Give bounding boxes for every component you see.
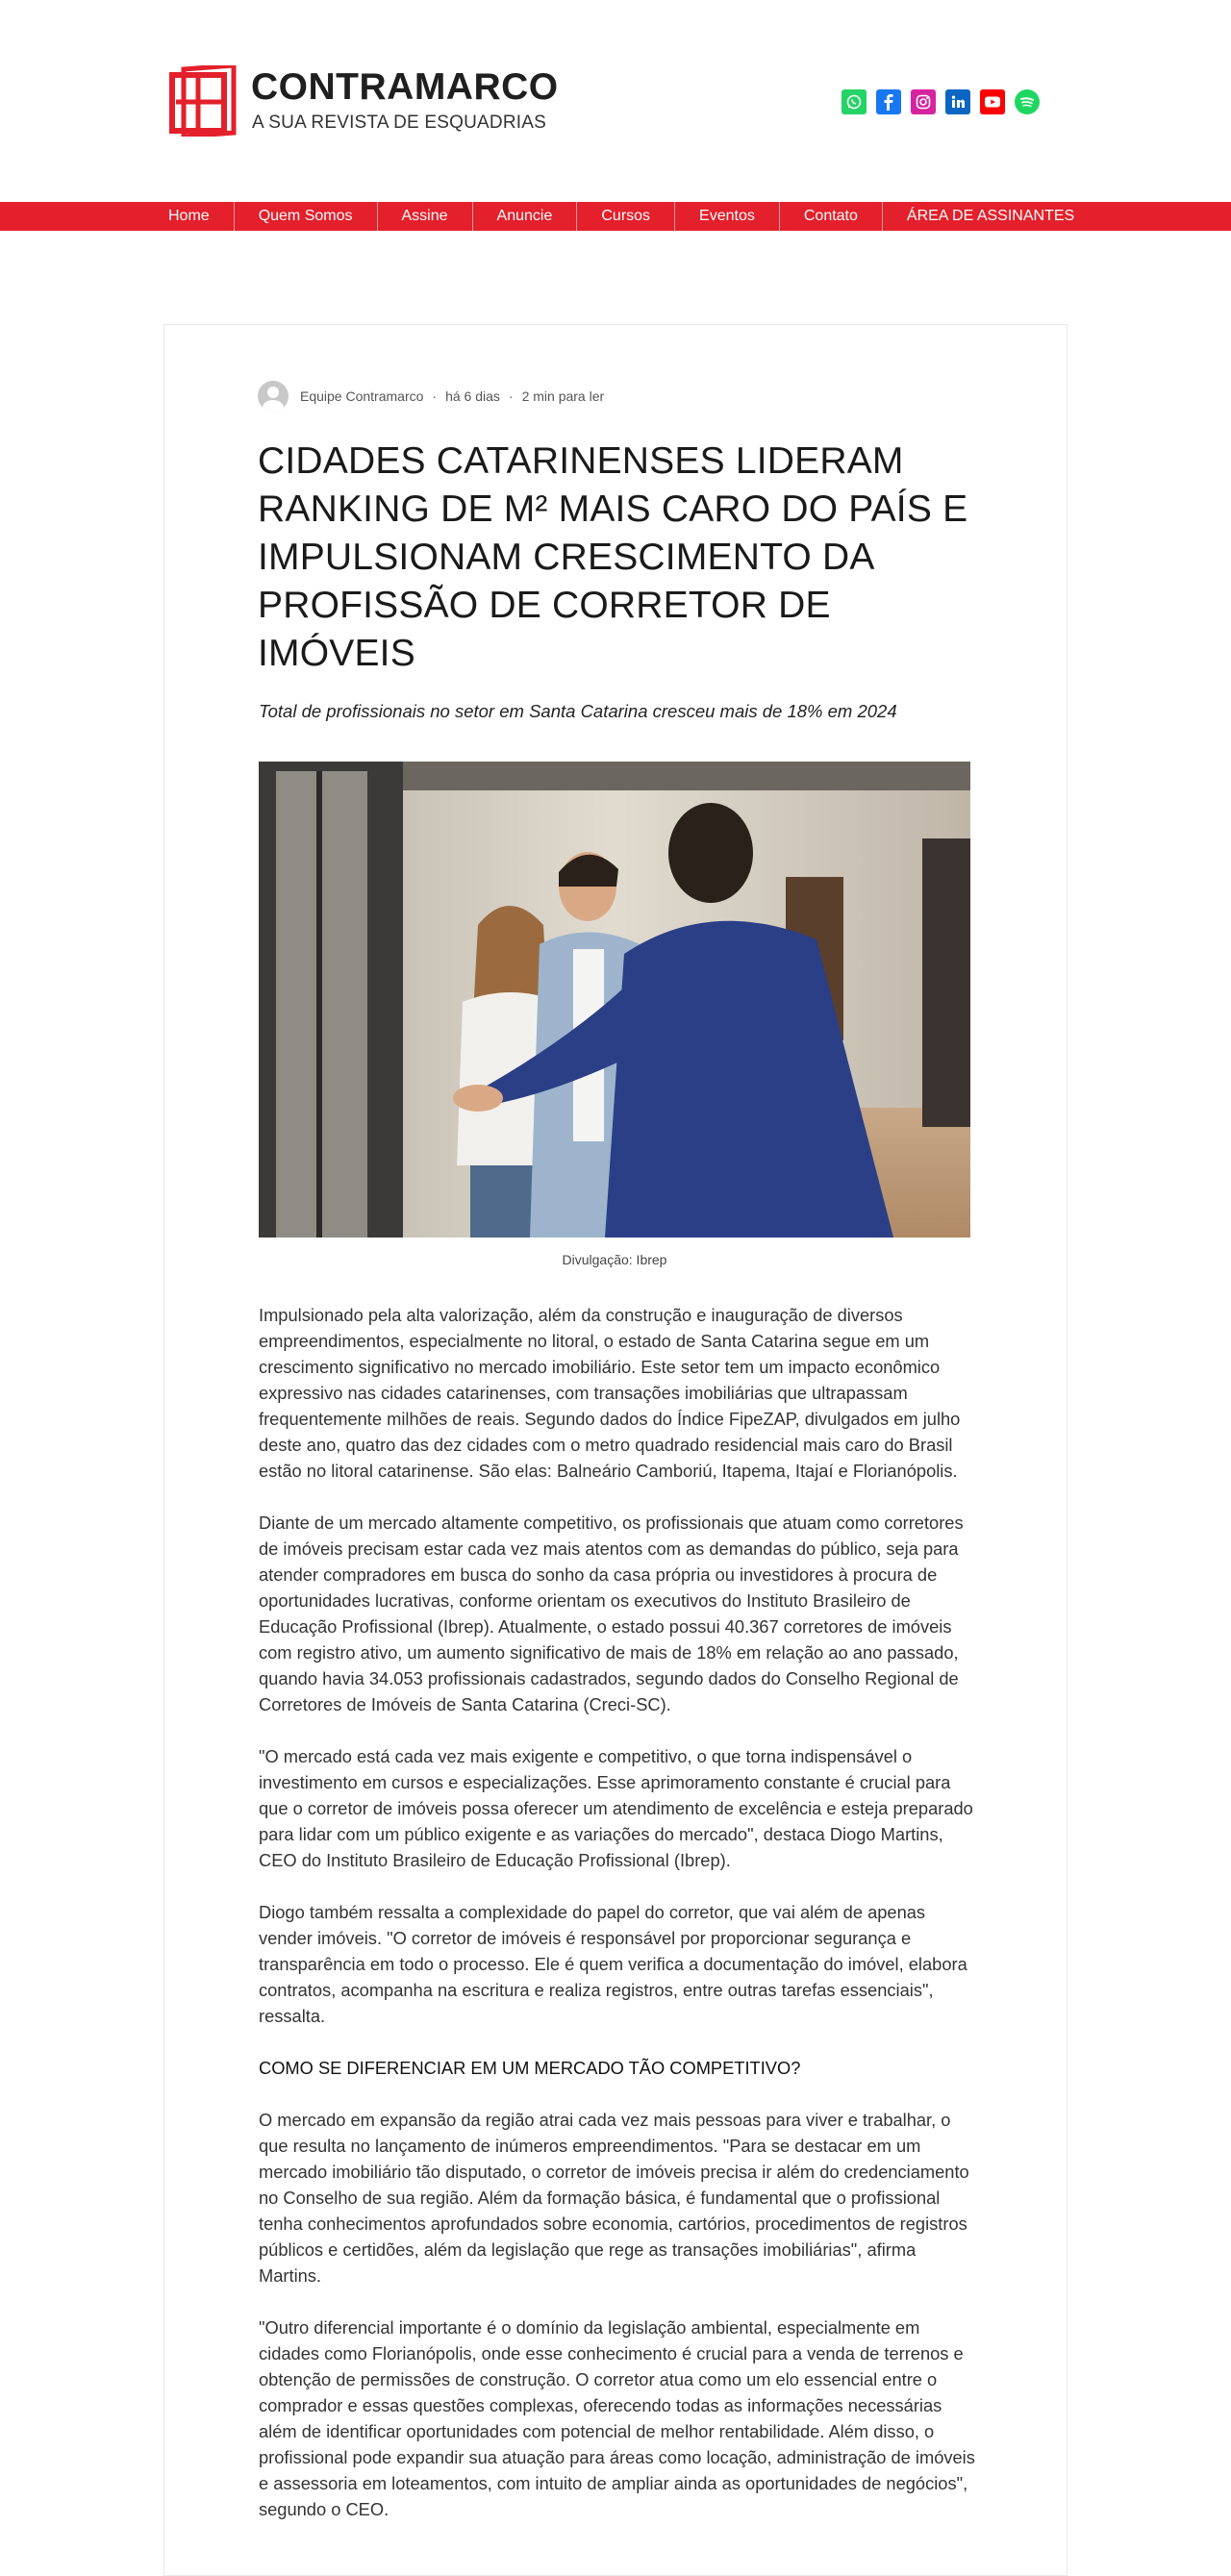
article-title: CIDADES CATARINENSES LIDERAM RANKING DE M² MAIS CARO DO PAÍS E IMPULSIONAM CRESCIMENTO DA PROFISSÃO DE CORRETOR DE IMÓVEIS	[258, 440, 968, 674]
nav-item-cursos[interactable]: Cursos	[577, 202, 675, 231]
article-paragraph: Impulsionado pela alta valorização, além da construção e inauguração de diversos empreendimentos, especialmente no litoral, o estado de Santa Catarina segue em um crescimento significativo no mercado imobiliário. Este setor tem um impacto econômico expressivo nas cidades catarinenses, com transações imobiliárias que ultrapassam frequentemente milhões de reais. Segundo dados do Índice FipeZAP, divulgados em julho deste ano, quatro das dez cidades com o metro quadrado residencial mais caro do Brasil estão no litoral catarinense. São elas: Balneário Camboriú, Itapema, Itajaí e Florianópolis.	[259, 1305, 961, 1481]
nav-item-eventos[interactable]: Eventos	[675, 202, 780, 231]
instagram-icon[interactable]	[911, 89, 936, 114]
social-links	[842, 89, 1040, 114]
read-time: 2 min para ler	[521, 388, 605, 404]
article-paragraph: Diante de um mercado altamente competitivo, os profissionais que atuam como corretores de imóveis precisam estar cada vez mais atentos com as demandas do público, seja para atender compradores em busca do sonho da casa própria ou investidores à procura de oportunidades lucrativas, conforme orientam os executivos do Instituto Brasileiro de Educação Profissional (Ibrep). Atualmente, o estado possui 40.367 corretores de imóveis com registro ativo, um aumento significativo de mais de 18% em relação ao ano passado, quando havia 34.053 profissionais cadastrados, segundo dados do Conselho Regional de Corretores de Imóveis de Santa Catarina (Creci-SC).	[259, 1513, 964, 1714]
nav-item-contato[interactable]: Contato	[780, 202, 883, 231]
brand-name: CONTRAMARCO	[251, 66, 559, 108]
meta-separator: ·	[508, 388, 514, 404]
site-header	[0, 0, 1231, 202]
article-image[interactable]	[259, 762, 970, 1238]
image-caption: Divulgação: Ibrep	[562, 1252, 667, 1267]
site-logo[interactable]	[168, 65, 559, 138]
main-nav	[0, 202, 1231, 231]
article-body	[259, 1302, 975, 2548]
article-paragraph: Diogo também ressalta a complexidade do papel do corretor, que vai além de apenas vender imóveis. "O corretor de imóveis é responsável por proporcionar segurança e transparência em todo o processo. Ele é quem verifica a documentação do imóvel, elabora contratos, acompanha na escritura e realiza registros, entre outras tarefas essenciais", ressalta.	[259, 1902, 967, 2026]
youtube-icon[interactable]	[980, 89, 1005, 114]
article-meta	[258, 381, 604, 412]
article-photo-illustration	[259, 762, 970, 1238]
article-paragraph: "O mercado está cada vez mais exigente e competitivo, o que torna indispensável o investimento em cursos e especializações. Esse aprimoramento constante é crucial para que o corretor de imóveis possa oferecer um atendimento de excelência e esteja preparado para lidar com um público exigente e as variações do mercado", destaca Diogo Martins, CEO do Instituto Brasileiro de Educação Profissional (Ibrep).	[259, 1746, 973, 1870]
article-paragraph: "Outro diferencial importante é o domínio da legislação ambiental, especialmente em cidades como Florianópolis, onde esse conhecimento é crucial para a venda de terrenos e obtenção de permissões de construção. O corretor atua como um elo essencial entre o comprador e essas questões complexas, oferecendo todas as informações necessárias além de identificar oportunidades com potencial de melhor rentabilidade. Além disso, o profissional pode expandir sua atuação para áreas como locação, administração de imóveis e assessoria em loteamentos, com intuito de ampliar ainda as oportunidades de negócios", segundo o CEO.	[259, 2317, 975, 2519]
linkedin-icon[interactable]	[945, 89, 970, 114]
brand-tagline: A SUA REVISTA DE ESQUADRIAS	[252, 113, 546, 133]
nav-item-quem-somos[interactable]: Quem Somos	[235, 202, 378, 231]
avatar[interactable]	[258, 381, 289, 412]
whatsapp-icon[interactable]	[842, 89, 867, 114]
nav-item-home[interactable]: Home	[144, 202, 235, 231]
post-date: há 6 dias	[445, 388, 500, 404]
facebook-icon[interactable]	[876, 89, 901, 114]
nav-item-anuncie[interactable]: Anuncie	[473, 202, 578, 231]
nav-item-area-de-assinantes[interactable]: ÁREA DE ASSINANTES	[906, 208, 1075, 224]
article-paragraph: O mercado em expansão da região atrai cada vez mais pessoas para viver e trabalhar, o que resulta no lançamento de inúmeros empreendimentos. "Para se destacar em um mercado imobiliário tão disputado, o corretor de imóveis precisa ir além do credenciamento no Conselho de sua região. Além da formação básica, é fundamental que o profissional tenha conhecimentos aprofundados sobre economia, cartórios, procedimentos de registros públicos e certidões, além da legislação que rege as transações imobiliárias", afirma Martins.	[259, 2110, 969, 2286]
article-subtitle: Total de profissionais no setor em Santa Catarina cresceu mais de 18% em 2024	[259, 701, 897, 721]
meta-separator: ·	[432, 388, 438, 404]
nav-item-assine[interactable]: Assine	[378, 202, 473, 231]
spotify-icon[interactable]	[1015, 89, 1040, 114]
window-logo-icon	[168, 65, 238, 137]
section-heading: COMO SE DIFERENCIAR EM UM MERCADO TÃO COMPETITIVO?	[259, 2058, 801, 2078]
author-name[interactable]: Equipe Contramarco	[300, 388, 424, 404]
